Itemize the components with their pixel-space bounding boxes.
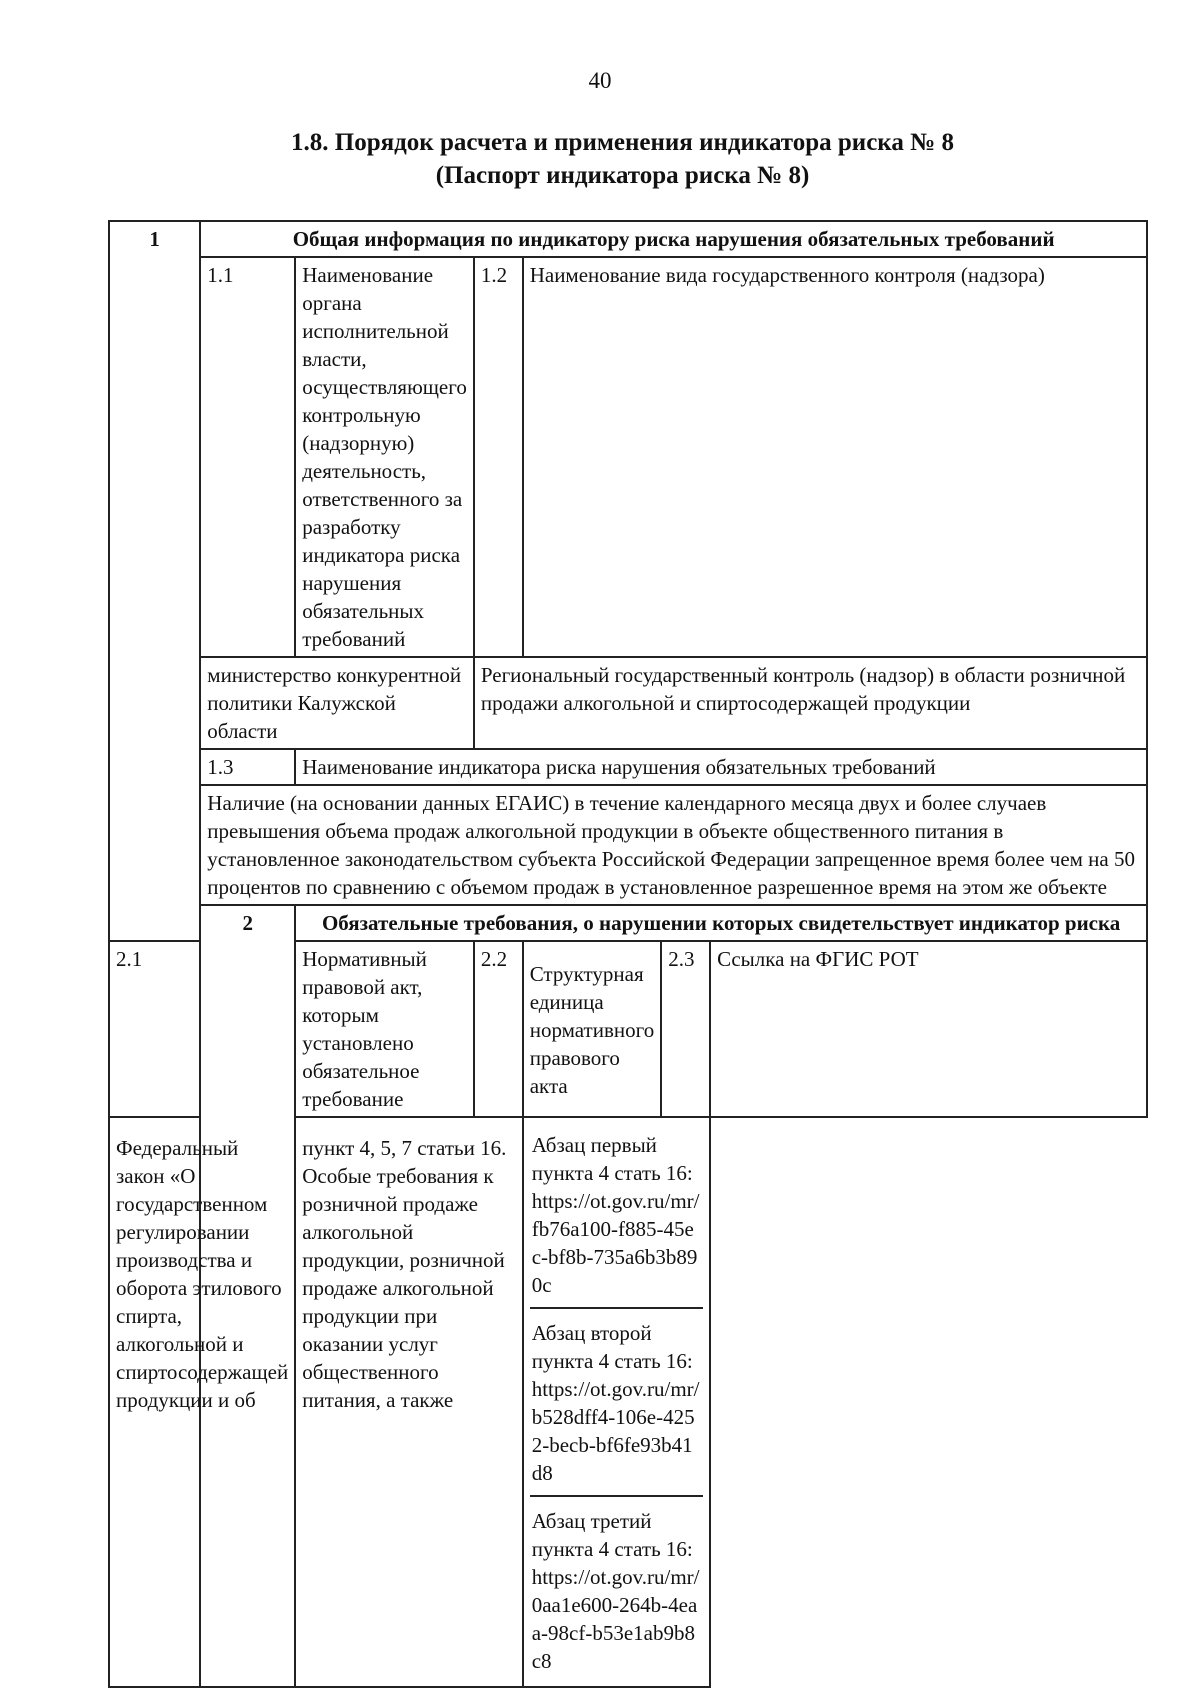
item-2-2-value: пункт 4, 5, 7 статьи 16. Особые требования к розничной продаже алкогольной продукции, розничной продаже алкогольной продукции при оказании услуг общественного питания, а также — [295, 1117, 522, 1687]
title-line-2: (Паспорт индикатора риска № 8) — [435, 162, 810, 189]
title-line-1: 1.8. Порядок расчета и применения индикатора риска № 8 — [291, 129, 954, 156]
item-1-3-label: Наименование индикатора риска нарушения обязательных требований — [295, 749, 1147, 785]
item-1-2-value: Региональный государственный контроль (надзор) в области розничной продажи алкогольной и спиртосодержащей продукции — [474, 657, 1147, 749]
frgis-rot-link[interactable]: https://ot.gov.ru/mr/b528dff4-106e-4252-becb-bf6fe93b41d8 — [531, 1377, 700, 1485]
link-caption: Абзац первый пункта 4 стать 16: — [531, 1133, 693, 1185]
row-1-3-label — [109, 749, 1147, 785]
item-2-1-value: Федеральный закон «О государственном регулировании производства и оборота этилового спирта, алкогольной и спиртосодержащей продукции и об — [109, 1117, 295, 1687]
row-1-3-value — [109, 785, 1147, 905]
section-2-header: Обязательные требования, о нарушении которых свидетельствует индикатор риска — [295, 905, 1147, 941]
item-2-3-number: 2.3 — [661, 941, 710, 1117]
item-1-2-label: Наименование вида государственного контроля (надзора) — [523, 257, 1147, 657]
link-block-1 — [530, 1121, 703, 1309]
item-2-3-links — [523, 1117, 710, 1687]
risk-indicator-passport-table — [108, 220, 1148, 1688]
frgis-rot-link[interactable]: https://ot.gov.ru/mr/0aa1e600-264b-4eaa-98cf-b53e1ab9b8c8 — [531, 1565, 700, 1673]
section-1-header: Общая информация по индикатору риска нарушения обязательных требований — [200, 221, 1147, 257]
item-2-1-label: Нормативный правовой акт, которым установлено обязательное требование — [295, 941, 474, 1117]
item-2-3-label: Ссылка на ФГИС РОТ — [710, 941, 1147, 1117]
page-title — [0, 126, 1200, 192]
row-2-values — [109, 1117, 1147, 1687]
item-1-2-number: 1.2 — [474, 257, 523, 657]
link-block-3 — [530, 1497, 703, 1683]
section-1-header-row — [109, 221, 1147, 257]
page-number: 40 — [588, 68, 612, 93]
item-2-2-label: Структурная единица нормативного правового акта — [523, 941, 662, 1117]
section-2-header-row — [109, 905, 1147, 941]
row-1-1-1-2-labels — [109, 257, 1147, 657]
item-2-2-number: 2.2 — [474, 941, 523, 1117]
item-1-1-value: министерство конкурентной политики Калужской области — [200, 657, 474, 749]
link-caption: Абзац второй пункта 4 стать 16: — [531, 1321, 693, 1373]
link-block-2 — [530, 1309, 703, 1497]
item-1-3-number: 1.3 — [200, 749, 295, 785]
link-caption: Абзац третий пункта 4 стать 16: — [531, 1509, 693, 1561]
row-1-1-1-2-values — [109, 657, 1147, 749]
item-1-1-label: Наименование органа исполнительной власти, осуществляющего контрольную (надзорную) деятельность, ответственного за разработку индикатора риска нарушения обязательных требований — [295, 257, 474, 657]
section-2-number: 2 — [200, 905, 295, 1687]
frgis-rot-link[interactable]: https://ot.gov.ru/mr/fb76a100-f885-45ec-bf8b-735a6b3b890c — [531, 1189, 700, 1297]
section-1-number: 1 — [109, 221, 200, 941]
item-2-1-number: 2.1 — [109, 941, 200, 1117]
item-1-3-value: Наличие (на основании данных ЕГАИС) в течение календарного месяца двух и более случаев превышения объема продаж алкогольной продукции в объекте общественного питания в установленное законодательством субъекта Российской Федерации запрещенное время более чем на 50 процентов по сравнению с объемом продаж в установленное разрешенное время на этом же объекте — [200, 785, 1147, 905]
item-1-1-number: 1.1 — [200, 257, 295, 657]
